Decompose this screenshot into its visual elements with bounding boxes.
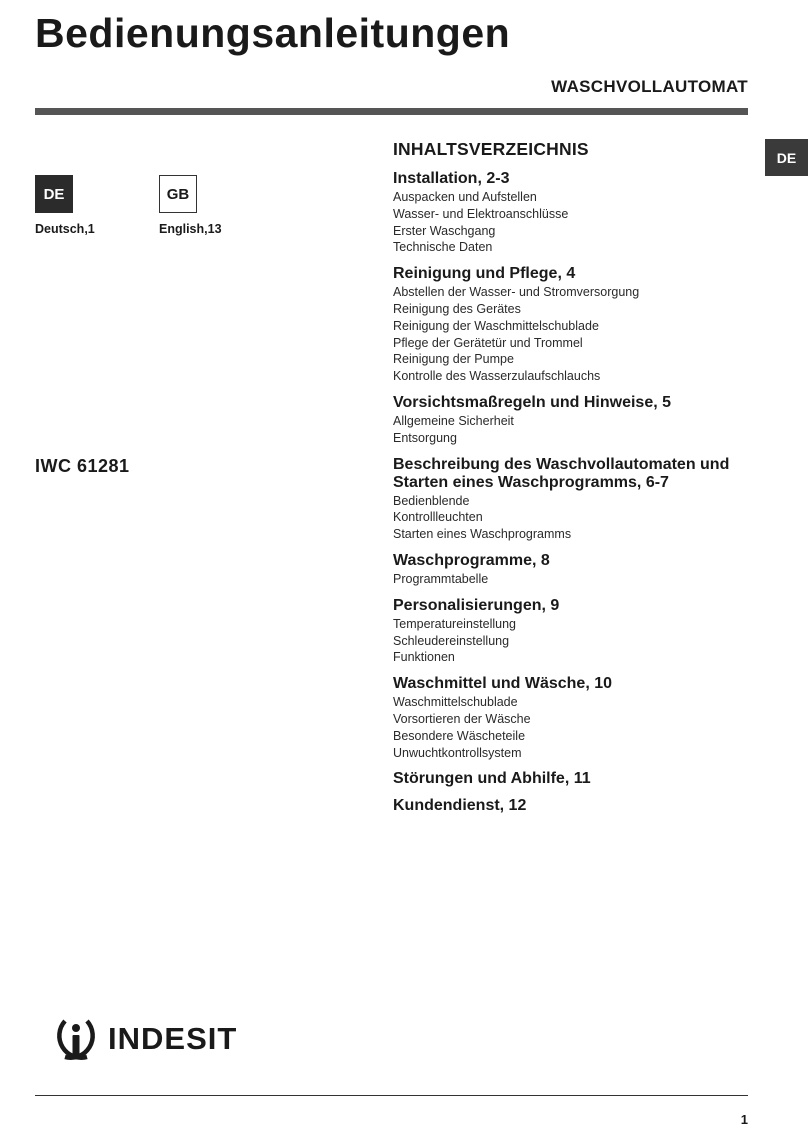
toc-section [393,265,763,385]
toc-item[interactable]: Auspacken und Aufstellen [393,190,537,204]
toc-section [393,456,763,543]
brand-name: INDESIT [108,1021,238,1056]
footer-divider [35,1095,748,1096]
toc-section-title[interactable]: Personalisierungen, 9 [393,596,560,614]
language-de[interactable] [35,175,95,236]
toc-section [393,552,763,588]
toc-section-title[interactable]: Reinigung und Pflege, 4 [393,265,576,283]
toc-item[interactable]: Vorsortieren der Wäsche [393,711,531,726]
language-gb-badge[interactable]: GB [159,175,197,213]
language-gb[interactable] [159,175,222,236]
toc-section-title[interactable]: Waschprogramme, 8 [393,551,550,569]
toc-section-title[interactable]: Störungen und Abhilfe, 11 [393,770,591,788]
toc-item[interactable]: Kontrollleuchten [393,510,483,525]
toc-section [393,394,763,447]
toc-section [393,675,763,761]
toc-item[interactable]: Entsorgung [393,430,457,445]
toc-section [393,770,763,788]
brand-logo [50,1013,237,1065]
toc-section-title[interactable]: Waschmittel und Wäsche, 10 [393,675,613,693]
toc-item[interactable]: Technische Daten [393,240,493,255]
page-title: Bedienungsanleitungen [35,10,511,56]
toc-item[interactable]: Programmtabelle [393,571,489,586]
toc-section [393,597,763,666]
language-de-badge[interactable]: DE [35,175,73,213]
table-of-contents [393,139,763,824]
toc-item[interactable]: Starten eines Waschprogramms [393,527,572,542]
toc-item[interactable]: Abstellen der Wasser- und Stromversorgung [393,285,640,300]
toc-item[interactable]: Reinigung der Waschmittelschublade [393,318,599,333]
toc-item[interactable]: Unwuchtkontrollsystem [393,745,522,760]
toc-item[interactable]: Reinigung des Gerätes [393,301,521,316]
toc-section-title[interactable]: Kundendienst, 12 [393,797,527,815]
toc-item[interactable]: Kontrolle des Wasserzulaufschlauchs [393,369,601,384]
page-number: 1 [740,1112,748,1127]
header-divider [35,108,748,115]
toc-item[interactable]: Schleudereinstellung [393,633,510,648]
toc-item[interactable]: Waschmittelschublade [393,695,518,710]
toc-item[interactable]: Erster Waschgang [393,223,496,238]
toc-item[interactable]: Besondere Wäscheteile [393,728,526,743]
toc-item[interactable]: Funktionen [393,650,455,665]
toc-section [393,797,763,815]
language-de-caption: Deutsch,1 [35,222,95,236]
toc-section [393,170,763,256]
toc-section-list [393,170,763,815]
toc-item[interactable]: Pflege der Gerätetür und Trommel [393,335,583,350]
toc-heading: INHALTSVERZEICHNIS [393,139,589,159]
language-gb-caption: English,13 [159,222,222,236]
model-number: IWC 61281 [35,456,130,476]
toc-item[interactable]: Bedienblende [393,493,470,508]
toc-item[interactable]: Allgemeine Sicherheit [393,413,514,428]
indesit-logo-icon [50,1013,102,1065]
toc-item[interactable]: Temperatureinstellung [393,616,516,631]
toc-section-title[interactable]: Beschreibung des Waschvollautomaten und Starten eines Waschprogramms, 6-7 [393,455,730,491]
toc-section-title[interactable]: Vorsichtsmaßregeln und Hinweise, 5 [393,393,671,411]
toc-section-title[interactable]: Installation, 2-3 [393,170,510,187]
toc-item[interactable]: Reinigung der Pumpe [393,352,514,367]
toc-item[interactable]: Wasser- und Elektroanschlüsse [393,206,569,221]
product-category: WASCHVOLLAUTOMAT [551,77,748,96]
language-side-tab[interactable]: DE [765,139,808,176]
